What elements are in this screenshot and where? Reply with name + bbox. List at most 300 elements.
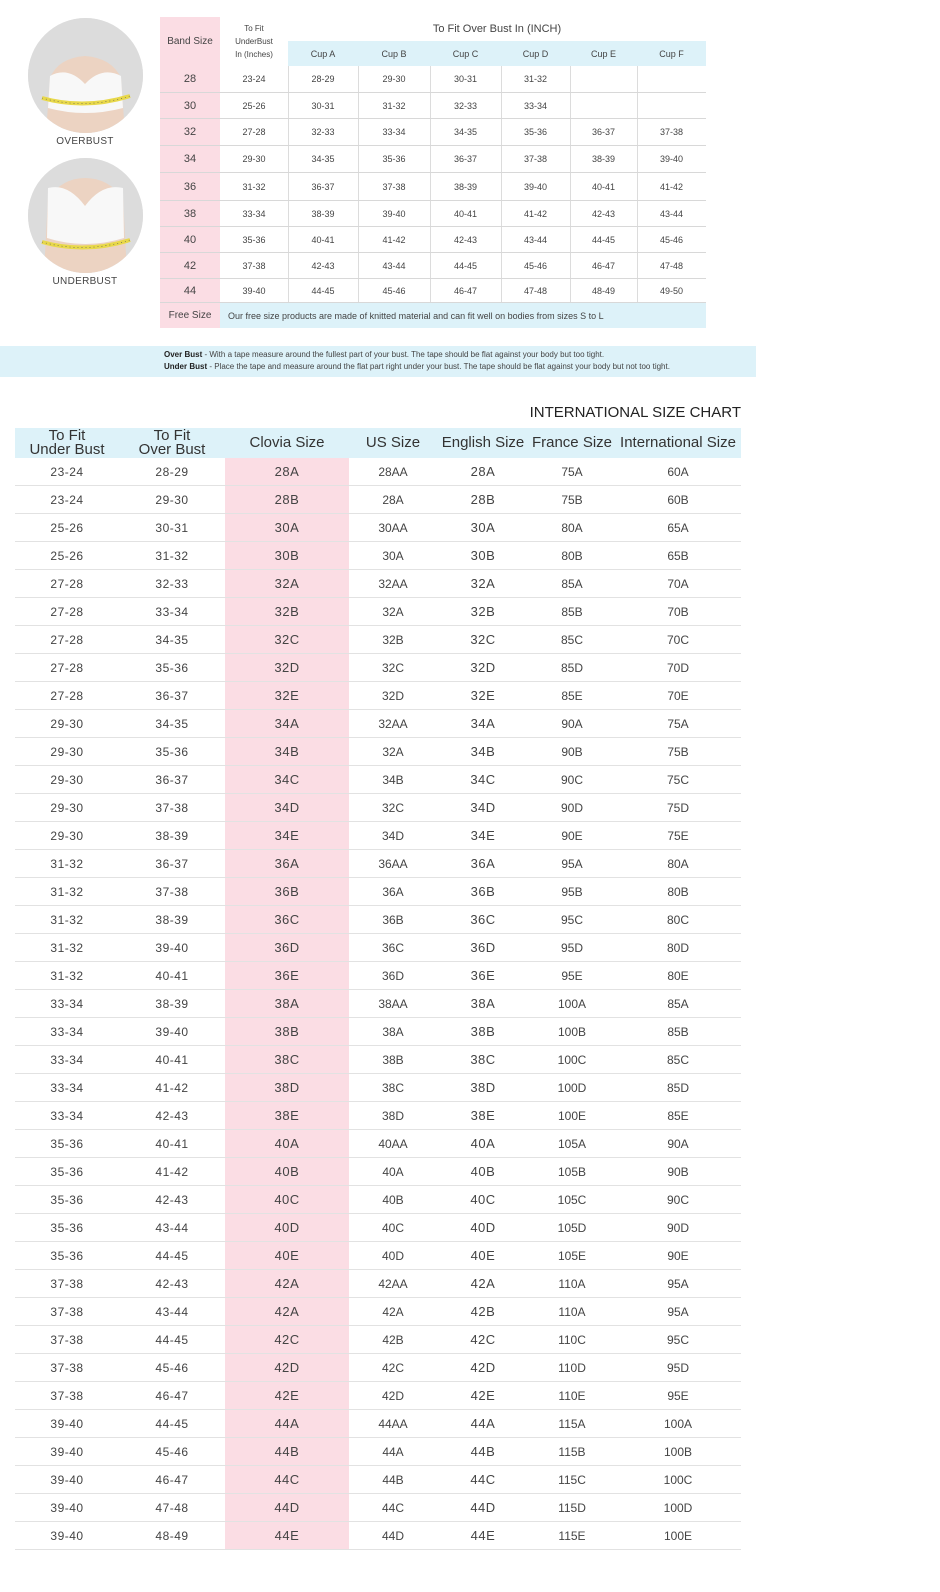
cup-value: 39-40 — [659, 154, 684, 164]
english-size-cell: 32C — [437, 626, 529, 654]
band-size-header: Band Size — [160, 17, 220, 66]
header-france-size — [529, 428, 615, 458]
cup-value: 38-39 — [311, 208, 335, 219]
table-row — [15, 542, 741, 570]
underbust-value: 37-38 — [242, 260, 266, 271]
over-bust-cell: 36-37 — [119, 766, 225, 794]
cup-value: 36-37 — [453, 154, 478, 164]
over-bust-note — [164, 350, 604, 359]
bust-chart-row — [160, 279, 706, 303]
international-size-cell: 100B — [615, 1438, 741, 1466]
cup-header-5: Cup E — [590, 48, 616, 59]
cup-value: 38-39 — [453, 181, 478, 192]
over-bust-cell: 33-34 — [119, 598, 225, 626]
underbust-header-line-1: To Fit — [244, 24, 264, 33]
band-size-value: 30 — [160, 93, 220, 118]
under-bust-cell: 31-32 — [15, 906, 119, 934]
table-row — [15, 1326, 741, 1354]
english-size-cell: 32B — [437, 598, 529, 626]
france-size-cell: 105A — [529, 1130, 615, 1158]
english-size-cell: 40A — [437, 1130, 529, 1158]
international-size-cell: 80A — [615, 850, 741, 878]
clovia-size-cell: 42E — [225, 1382, 349, 1410]
cup-value — [637, 93, 706, 118]
cup-value: 42-43 — [591, 208, 616, 219]
clovia-size-cell: 32A — [225, 570, 349, 598]
table-row — [15, 598, 741, 626]
us-size-cell: 28A — [349, 486, 437, 514]
us-size-cell: 32C — [349, 794, 437, 822]
english-size-cell: 36A — [437, 850, 529, 878]
france-size-cell: 100B — [529, 1018, 615, 1046]
international-size-cell: 90A — [615, 1130, 741, 1158]
table-row — [15, 458, 741, 486]
international-size-cell: 80E — [615, 962, 741, 990]
cup-header-3: Cup C — [452, 48, 479, 59]
international-size-cell: 95D — [615, 1354, 741, 1382]
english-size-cell: 44D — [437, 1494, 529, 1522]
us-size-cell: 38AA — [349, 990, 437, 1018]
clovia-size-cell: 28B — [225, 486, 349, 514]
cup-value: 42-43 — [311, 260, 335, 271]
underbust-figure — [28, 158, 143, 273]
cup-value: 41-42 — [659, 181, 684, 192]
cup-value: 47-48 — [659, 260, 684, 271]
table-row — [15, 654, 741, 682]
english-size-cell: 42D — [437, 1354, 529, 1382]
cup-value: 29-30 — [382, 74, 406, 84]
english-size-cell: 34B — [437, 738, 529, 766]
english-size-cell: 38D — [437, 1074, 529, 1102]
us-size-cell: 36A — [349, 878, 437, 906]
over-bust-cell: 37-38 — [119, 878, 225, 906]
us-size-cell: 44C — [349, 1494, 437, 1522]
clovia-size-cell: 36E — [225, 962, 349, 990]
english-size-cell: 40E — [437, 1242, 529, 1270]
table-row — [15, 906, 741, 934]
bust-chart-row — [160, 253, 706, 279]
bust-chart-row — [160, 227, 706, 253]
band-size-value: 34 — [160, 146, 220, 172]
bust-chart-row — [160, 173, 706, 201]
clovia-size-cell: 38B — [225, 1018, 349, 1046]
france-size-cell: 115A — [529, 1410, 615, 1438]
international-size-cell: 85C — [615, 1046, 741, 1074]
cup-value: 35-36 — [382, 154, 406, 164]
cup-value: 30-31 — [453, 74, 478, 84]
international-size-cell: 75C — [615, 766, 741, 794]
under-bust-cell: 33-34 — [15, 1018, 119, 1046]
france-size-cell: 85B — [529, 598, 615, 626]
over-bust-cell: 38-39 — [119, 822, 225, 850]
under-bust-note — [164, 362, 670, 371]
over-bust-cell: 32-33 — [119, 570, 225, 598]
cup-value: 44-45 — [591, 234, 616, 245]
france-size-cell: 100D — [529, 1074, 615, 1102]
france-size-cell: 105D — [529, 1214, 615, 1242]
over-bust-cell: 35-36 — [119, 654, 225, 682]
table-row — [15, 1102, 741, 1130]
clovia-size-cell: 40B — [225, 1158, 349, 1186]
france-size-cell: 95A — [529, 850, 615, 878]
underbust-header-line-3: In (Inches) — [235, 50, 273, 59]
english-size-cell: 44B — [437, 1438, 529, 1466]
france-size-cell: 80A — [529, 514, 615, 542]
france-size-cell: 110A — [529, 1298, 615, 1326]
header-under-bust — [15, 428, 119, 458]
underbust-value: 31-32 — [242, 181, 266, 192]
clovia-size-cell: 36D — [225, 934, 349, 962]
over-bust-cell: 44-45 — [119, 1242, 225, 1270]
cup-value: 43-44 — [382, 260, 406, 271]
table-row — [15, 850, 741, 878]
under-bust-cell: 27-28 — [15, 654, 119, 682]
under-bust-cell: 33-34 — [15, 1102, 119, 1130]
cup-value: 45-46 — [659, 234, 684, 245]
clovia-size-cell: 36C — [225, 906, 349, 934]
us-size-cell: 44B — [349, 1466, 437, 1494]
international-size-cell: 75A — [615, 710, 741, 738]
table-row — [15, 822, 741, 850]
cup-value: 40-41 — [453, 208, 478, 219]
cup-value: 33-34 — [382, 127, 406, 137]
under-bust-cell: 25-26 — [15, 542, 119, 570]
table-row — [15, 1018, 741, 1046]
table-row — [15, 794, 741, 822]
over-bust-cell: 35-36 — [119, 738, 225, 766]
international-size-cell: 60A — [615, 458, 741, 486]
clovia-size-cell: 30B — [225, 542, 349, 570]
header-us-size — [349, 428, 437, 458]
cup-value: 49-50 — [659, 285, 684, 296]
over-bust-cell: 39-40 — [119, 1018, 225, 1046]
table-row — [15, 990, 741, 1018]
cup-value: 44-45 — [453, 260, 478, 271]
us-size-cell: 28AA — [349, 458, 437, 486]
table-row — [15, 1466, 741, 1494]
overbust-label: OVERBUST — [56, 136, 114, 147]
france-size-cell: 115C — [529, 1466, 615, 1494]
over-bust-cell: 40-41 — [119, 1130, 225, 1158]
table-row — [15, 1242, 741, 1270]
under-bust-cell: 31-32 — [15, 962, 119, 990]
header-under-bust-line: To Fit — [48, 427, 86, 444]
english-size-cell: 42B — [437, 1298, 529, 1326]
english-size-cell: 28A — [437, 458, 529, 486]
over-bust-cell: 41-42 — [119, 1074, 225, 1102]
free-size-row — [160, 303, 706, 328]
cup-value: 37-38 — [523, 154, 548, 164]
table-row — [15, 710, 741, 738]
cup-value: 31-32 — [523, 74, 548, 84]
table-row — [15, 570, 741, 598]
english-size-cell: 38C — [437, 1046, 529, 1074]
clovia-size-cell: 40D — [225, 1214, 349, 1242]
band-size-value: 36 — [160, 173, 220, 200]
cup-value: 38-39 — [591, 154, 616, 164]
cup-value: 46-47 — [591, 260, 616, 271]
us-size-cell: 30AA — [349, 514, 437, 542]
header-us-size-line: US Size — [365, 434, 421, 451]
clovia-size-cell: 40E — [225, 1242, 349, 1270]
international-size-cell: 70A — [615, 570, 741, 598]
over-bust-cell: 40-41 — [119, 962, 225, 990]
under-bust-cell: 27-28 — [15, 626, 119, 654]
english-size-cell: 34C — [437, 766, 529, 794]
international-size-cell: 90D — [615, 1214, 741, 1242]
international-size-cell: 75E — [615, 822, 741, 850]
english-size-cell: 38E — [437, 1102, 529, 1130]
clovia-size-cell: 40C — [225, 1186, 349, 1214]
table-row — [15, 682, 741, 710]
english-size-cell: 38B — [437, 1018, 529, 1046]
cup-value: 32-33 — [453, 100, 478, 111]
cup-value: 36-37 — [591, 127, 616, 137]
international-size-cell: 60B — [615, 486, 741, 514]
under-bust-cell: 37-38 — [15, 1382, 119, 1410]
over-bust-note-text: - With a tape measure around the fullest part of your bust. The tape should be flat against your body but too tight. — [202, 350, 605, 359]
international-size-cell: 95E — [615, 1382, 741, 1410]
clovia-size-cell: 38D — [225, 1074, 349, 1102]
over-bust-cell: 48-49 — [119, 1522, 225, 1550]
international-size-cell: 100A — [615, 1410, 741, 1438]
table-row — [15, 486, 741, 514]
over-bust-cell: 42-43 — [119, 1102, 225, 1130]
under-bust-cell: 39-40 — [15, 1466, 119, 1494]
under-bust-cell: 35-36 — [15, 1242, 119, 1270]
english-size-cell: 40D — [437, 1214, 529, 1242]
over-bust-cell: 42-43 — [119, 1186, 225, 1214]
over-bust-cell: 45-46 — [119, 1438, 225, 1466]
us-size-cell: 38B — [349, 1046, 437, 1074]
international-size-cell: 100C — [615, 1466, 741, 1494]
over-bust-cell: 43-44 — [119, 1298, 225, 1326]
under-bust-cell: 31-32 — [15, 878, 119, 906]
cup-value — [637, 66, 706, 92]
band-size-value: 44 — [160, 279, 220, 302]
france-size-cell: 115D — [529, 1494, 615, 1522]
france-size-cell: 115B — [529, 1438, 615, 1466]
overbust-header: To Fit Over Bust In (INCH) — [432, 23, 562, 35]
under-bust-cell: 39-40 — [15, 1522, 119, 1550]
france-size-cell: 105B — [529, 1158, 615, 1186]
cup-value: 41-42 — [382, 234, 406, 245]
band-size-value: 40 — [160, 227, 220, 252]
cup-value: 34-35 — [453, 127, 478, 137]
cup-header-2: Cup B — [381, 48, 407, 59]
clovia-size-cell: 40A — [225, 1130, 349, 1158]
english-size-cell: 42A — [437, 1270, 529, 1298]
under-bust-cell: 37-38 — [15, 1354, 119, 1382]
us-size-cell: 44D — [349, 1522, 437, 1550]
clovia-size-cell: 44E — [225, 1522, 349, 1550]
under-bust-cell: 35-36 — [15, 1158, 119, 1186]
us-size-cell: 38D — [349, 1102, 437, 1130]
cup-value: 36-37 — [311, 181, 335, 192]
underbust-value: 39-40 — [242, 285, 266, 296]
header-international-size-line: International Size — [620, 434, 736, 451]
clovia-size-cell: 28A — [225, 458, 349, 486]
france-size-cell: 95D — [529, 934, 615, 962]
over-bust-cell: 29-30 — [119, 486, 225, 514]
table-row — [15, 1494, 741, 1522]
cup-value: 45-46 — [523, 260, 548, 271]
header-clovia-size — [225, 428, 349, 458]
us-size-cell: 34D — [349, 822, 437, 850]
over-bust-cell: 38-39 — [119, 906, 225, 934]
cup-value: 30-31 — [311, 100, 335, 111]
cup-value: 37-38 — [659, 127, 684, 137]
bust-chart-row — [160, 66, 706, 93]
us-size-cell: 32B — [349, 626, 437, 654]
under-bust-cell: 29-30 — [15, 822, 119, 850]
bust-chart-header — [160, 17, 706, 66]
english-size-cell: 40B — [437, 1158, 529, 1186]
france-size-cell: 85D — [529, 654, 615, 682]
clovia-size-cell: 36B — [225, 878, 349, 906]
underbust-value: 33-34 — [242, 208, 266, 219]
table-row — [15, 738, 741, 766]
over-bust-cell: 47-48 — [119, 1494, 225, 1522]
band-size-value: 42 — [160, 253, 220, 278]
cup-value: 45-46 — [382, 285, 406, 296]
header-international-size — [615, 428, 741, 458]
under-bust-cell: 35-36 — [15, 1186, 119, 1214]
france-size-cell: 90E — [529, 822, 615, 850]
under-bust-cell: 31-32 — [15, 934, 119, 962]
clovia-size-cell: 38A — [225, 990, 349, 1018]
us-size-cell: 40C — [349, 1214, 437, 1242]
english-size-cell: 36D — [437, 934, 529, 962]
table-row — [15, 1270, 741, 1298]
over-bust-cell: 41-42 — [119, 1158, 225, 1186]
clovia-size-cell: 42A — [225, 1270, 349, 1298]
underbust-header-line-2: UnderBust — [235, 37, 273, 46]
international-size-cell: 85A — [615, 990, 741, 1018]
france-size-cell: 85A — [529, 570, 615, 598]
cup-value: 35-36 — [523, 127, 548, 137]
over-bust-cell: 39-40 — [119, 934, 225, 962]
under-bust-note-text: - Place the tape and measure around the flat part right under your bust. The tape should be flat against your body but not too tight. — [207, 362, 670, 371]
over-bust-cell: 36-37 — [119, 682, 225, 710]
under-bust-cell: 35-36 — [15, 1214, 119, 1242]
clovia-size-cell: 36A — [225, 850, 349, 878]
clovia-size-cell: 34D — [225, 794, 349, 822]
under-bust-cell: 31-32 — [15, 850, 119, 878]
international-size-cell: 65A — [615, 514, 741, 542]
clovia-size-cell: 42C — [225, 1326, 349, 1354]
cup-value: 34-35 — [311, 154, 335, 164]
cup-value — [570, 66, 637, 92]
table-row — [15, 766, 741, 794]
international-size-cell: 85D — [615, 1074, 741, 1102]
under-bust-cell: 27-28 — [15, 598, 119, 626]
english-size-cell: 40C — [437, 1186, 529, 1214]
us-size-cell: 42C — [349, 1354, 437, 1382]
band-size-value: 28 — [160, 66, 220, 92]
international-size-cell: 100E — [615, 1522, 741, 1550]
under-bust-note-label: Under Bust — [164, 362, 208, 371]
bust-chart-row — [160, 119, 706, 146]
cup-value: 46-47 — [453, 285, 478, 296]
us-size-cell: 40A — [349, 1158, 437, 1186]
over-bust-cell: 36-37 — [119, 850, 225, 878]
clovia-size-cell: 30A — [225, 514, 349, 542]
france-size-cell: 115E — [529, 1522, 615, 1550]
cup-value: 37-38 — [382, 181, 406, 192]
france-size-cell: 95E — [529, 962, 615, 990]
table-row — [15, 1214, 741, 1242]
france-size-cell: 75A — [529, 458, 615, 486]
under-bust-cell: 27-28 — [15, 682, 119, 710]
us-size-cell: 40B — [349, 1186, 437, 1214]
over-bust-cell: 30-31 — [119, 514, 225, 542]
cup-header-4: Cup D — [522, 48, 549, 59]
cup-value: 40-41 — [311, 234, 335, 245]
clovia-size-cell: 44D — [225, 1494, 349, 1522]
under-bust-cell: 33-34 — [15, 1074, 119, 1102]
band-size-value: 38 — [160, 201, 220, 226]
bust-chart-row — [160, 201, 706, 227]
france-size-cell: 110E — [529, 1382, 615, 1410]
under-bust-cell: 37-38 — [15, 1270, 119, 1298]
under-bust-cell: 39-40 — [15, 1438, 119, 1466]
free-size-label: Free Size — [160, 303, 220, 328]
international-size-cell: 75B — [615, 738, 741, 766]
us-size-cell: 40D — [349, 1242, 437, 1270]
clovia-size-cell: 32C — [225, 626, 349, 654]
over-bust-cell: 37-38 — [119, 794, 225, 822]
table-row — [15, 1382, 741, 1410]
us-size-cell: 38C — [349, 1074, 437, 1102]
international-size-cell: 70B — [615, 598, 741, 626]
english-size-cell: 44A — [437, 1410, 529, 1438]
clovia-size-cell: 44A — [225, 1410, 349, 1438]
clovia-size-cell: 44B — [225, 1438, 349, 1466]
under-bust-cell: 27-28 — [15, 570, 119, 598]
cup-value: 42-43 — [453, 234, 478, 245]
cup-value: 39-40 — [523, 181, 548, 192]
international-size-cell: 95C — [615, 1326, 741, 1354]
us-size-cell: 36B — [349, 906, 437, 934]
cup-value: 41-42 — [523, 208, 548, 219]
us-size-cell: 42B — [349, 1326, 437, 1354]
underbust-value: 25-26 — [242, 100, 266, 111]
cup-value: 40-41 — [591, 181, 616, 192]
underbust-value: 23-24 — [242, 74, 266, 84]
us-size-cell: 40AA — [349, 1130, 437, 1158]
international-size-cell: 85B — [615, 1018, 741, 1046]
france-size-cell: 90C — [529, 766, 615, 794]
underbust-label: UNDERBUST — [52, 276, 118, 287]
english-size-cell: 36E — [437, 962, 529, 990]
us-size-cell: 34B — [349, 766, 437, 794]
under-bust-cell: 39-40 — [15, 1410, 119, 1438]
international-size-cell: 90E — [615, 1242, 741, 1270]
clovia-size-cell: 32B — [225, 598, 349, 626]
header-clovia-size-line: Clovia Size — [249, 434, 325, 451]
international-size-cell: 80C — [615, 906, 741, 934]
france-size-cell: 110C — [529, 1326, 615, 1354]
table-row — [15, 514, 741, 542]
underbust-value: 27-28 — [242, 127, 266, 137]
over-bust-cell: 40-41 — [119, 1046, 225, 1074]
clovia-size-cell: 34C — [225, 766, 349, 794]
clovia-size-cell: 32E — [225, 682, 349, 710]
international-size-cell: 100D — [615, 1494, 741, 1522]
france-size-cell: 85C — [529, 626, 615, 654]
english-size-cell: 36B — [437, 878, 529, 906]
